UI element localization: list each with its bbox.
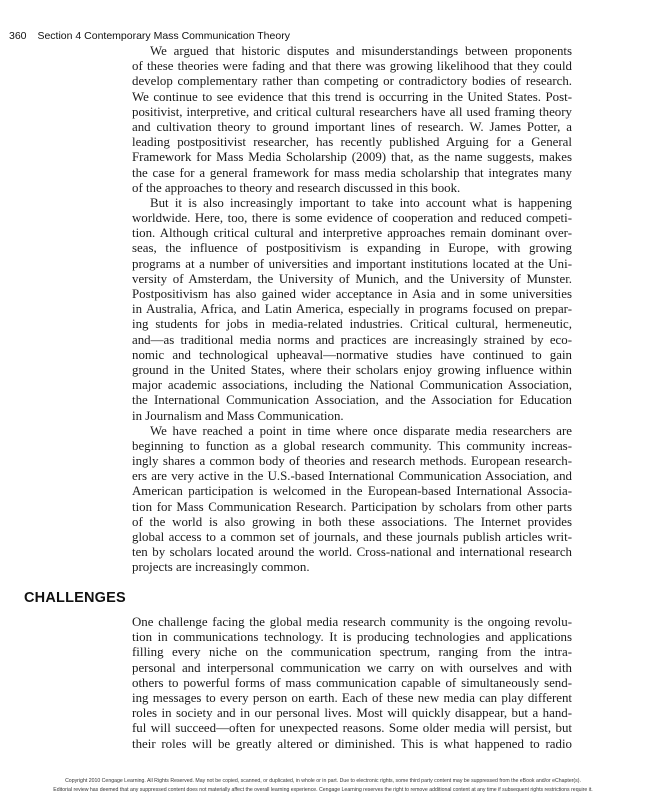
text-line: beginning to function as a global research community. This community increas- [132, 438, 572, 453]
text-line: of these theories were fading and that there was growing likelihood that they could [132, 59, 572, 74]
text-line: global access to a common set of journals, and these journals publish articles writ- [132, 530, 572, 544]
text-line: positivist, interpretive, and critical cultural researchers have all used framing theory [132, 104, 572, 119]
text-line: versity of Amsterdam, the University of Munich, and the University of Munster. [132, 271, 572, 286]
text-line: in Australia, Africa, and Latin America, especially in programs focused on prepar- [132, 302, 572, 317]
text-line: of the world is also growing in both these associations. The Internet provides [132, 514, 572, 529]
text-line: the case for a general framework for mass media scholarship that integrates many [132, 165, 572, 180]
text-line: Framework for Mass Media Scholarship (2009) that, as the name suggests, makes [132, 150, 572, 165]
text-line: ing students for jobs in media-related industries. Critical cultural, hermeneutic, [132, 317, 572, 332]
text-line: worldwide. Here, too, there is some evidence of cooperation and reduced competi- [132, 211, 572, 226]
editorial-notice: Editorial review has deemed that any suppressed content does not materially affect the overall learning experience. Cengage Learning reserves the right to remove additional content at any time if subsequent rights restrictions require it. [53, 787, 593, 793]
running-title: Section 4 Contemporary Mass Communication Theory [37, 30, 290, 42]
text-line: and—as traditional media norms and practices are increasingly strained by eco- [132, 332, 572, 347]
text-line: tion in communications technology. It is producing technologies and applications [132, 630, 572, 645]
text-line: in Journalism and Mass Communication. [132, 408, 344, 423]
text-line: tion. Although critical cultural and interpretive approaches remain dominant over- [132, 226, 572, 241]
text-line: major academic associations, including the National Communication Association, [132, 378, 572, 393]
text-line: the International Communication Association, and the Association for Education [132, 393, 572, 408]
text-line: Postpositivism has also gained wider acceptance in Asia and in some universities [132, 287, 572, 301]
text-line: projects are increasingly common. [132, 560, 310, 575]
text-line: leading postpositivist researcher, has recently published Arguing for a General [132, 135, 572, 150]
text-line: others to powerful forms of mass communication capable of simultaneously send- [132, 675, 572, 690]
text-line: We have reached a point in time where once disparate media researchers are [150, 423, 572, 438]
text-line: their roles will be greatly altered or diminished. This is what happened to radio [132, 736, 572, 751]
text-line: tion for Mass Communication Research. Participation by scholars from other parts [132, 499, 572, 514]
text-line: of the approaches to theory and research discussed in this book. [132, 180, 461, 195]
text-line: American participation is welcomed in the European-based International Associa- [132, 484, 572, 499]
text-line: develop complementary rather than competing or contradictory bodies of research. [132, 74, 572, 89]
text-line: We argued that historic disputes and misunderstandings between proponents [150, 44, 572, 58]
text-line: filling every niche on the communication spectrum, ranging from the intra- [132, 645, 572, 660]
text-line: personal and interpersonal communication we carry on with ourselves and with [132, 660, 572, 675]
page-number: 360 [9, 30, 27, 42]
text-line: ing messages to every person on earth. Each of these new media can play different [132, 690, 572, 705]
text-line: programs at a number of universities and important institutions located at the Uni- [132, 256, 572, 271]
section-heading-challenges: CHALLENGES [24, 590, 126, 606]
body-text-section-1 [132, 44, 572, 576]
text-line: ingly shares a common body of theories and research methods. European research- [132, 454, 572, 469]
text-line: seas, the influence of postpositivism is expanding in Europe, with growing [132, 241, 572, 256]
text-line: One challenge facing the global media research community is the ongoing revolu- [132, 615, 572, 629]
text-line: ful will succeed—often for unexpected reasons. Some older media will persist, but [132, 721, 572, 736]
body-text-section-2 [132, 615, 572, 752]
text-line: But it is also increasingly important to take into account what is happening [150, 195, 572, 210]
running-header [9, 30, 290, 42]
text-line: ers are very active in the U.S.-based International Communication Association, and [132, 469, 572, 484]
text-line: roles in society and in our personal lives. Most will quickly disappear, but a hand- [132, 706, 572, 721]
text-line: ten by scholars located around the world. Cross-national and international research [132, 545, 572, 560]
text-line: We continue to see evidence that this trend is occurring in the United States. Post- [132, 89, 572, 104]
text-line: and cultivation theory to ground important lines of research. W. James Potter, a [132, 119, 572, 134]
text-line: ground in the United States, where their scholars enjoy growing influence within [132, 362, 572, 377]
copyright-notice: Copyright 2010 Cengage Learning. All Rights Reserved. May not be copied, scanned, or duplicated, in whole or in part. Due to electronic rights, some third party content may be suppressed from the eBook and/or eChapter(s). [65, 778, 581, 784]
text-line: nomic and technological upheaval—normative studies have continued to gain [132, 347, 572, 362]
